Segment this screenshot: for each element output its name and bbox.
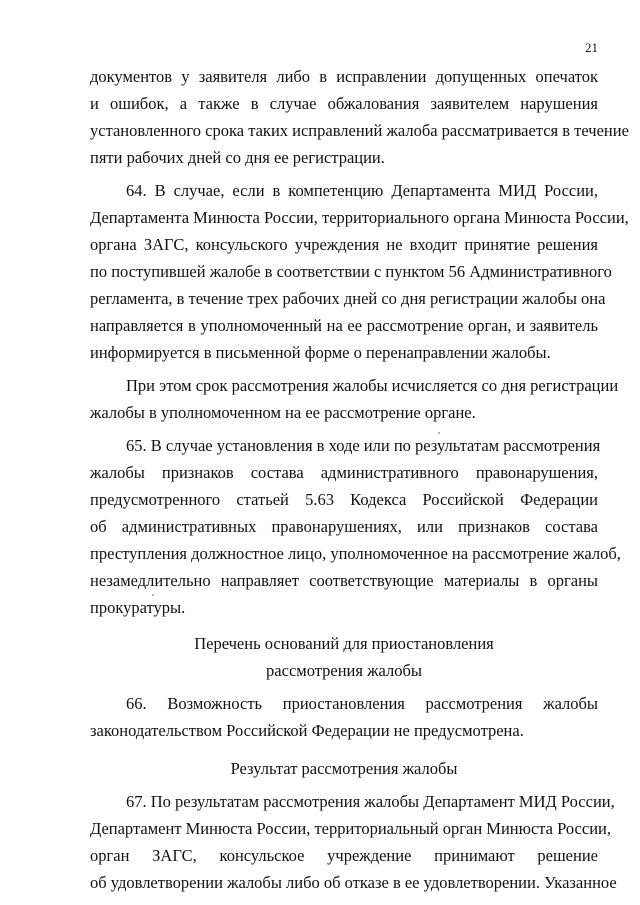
text-line: орган ЗАГС, консульское учреждение принимают решение <box>90 846 598 865</box>
text-line: 67. По результатам рассмотрения жалобы Департамент МИД России, <box>126 792 615 811</box>
section-heading-line: рассмотрения жалобы <box>266 661 422 680</box>
scan-speck <box>438 432 440 434</box>
text-line: по поступившей жалобе в соответствии с пунктом 56 Административного <box>90 262 612 281</box>
text-line: органа ЗАГС, консульского учреждения не входит принятие решения <box>90 235 598 254</box>
text-line: жалобы признаков состава административного правонарушения, <box>90 463 598 482</box>
paragraph-64 <box>90 177 629 366</box>
paragraph-64-note <box>90 372 619 426</box>
text-line: об административных правонарушениях, или признаков состава <box>90 517 598 536</box>
text-line: 66. Возможность приостановления рассмотрения жалобы <box>126 694 598 713</box>
text-line: Департамента Минюста России, территориального органа Минюста России, <box>90 208 629 227</box>
heading-result <box>90 755 598 782</box>
text-line: и ошибок, а также в случае обжалования заявителем нарушения <box>90 94 598 113</box>
heading-suspension-grounds <box>90 630 598 684</box>
text-line: жалобы в уполномоченном на ее рассмотрение органе. <box>90 403 476 422</box>
document-body <box>90 63 629 896</box>
section-heading: Результат рассмотрения жалобы <box>230 759 458 778</box>
paragraph-65 <box>90 432 621 621</box>
text-line: пяти рабочих дней со дня ее регистрации. <box>90 148 385 167</box>
text-line: предусмотренного статьей 5.63 Кодекса Российской Федерации <box>90 490 598 509</box>
text-line: направляется в уполномоченный на ее рассмотрение орган, и заявитель <box>90 316 598 335</box>
text-line: Департамент Минюста России, территориальный орган Минюста России, <box>90 819 611 838</box>
page-number: 21 <box>585 40 598 55</box>
text-line: установленного срока таких исправлений жалоба рассматривается в течение <box>90 121 629 140</box>
paragraph-67 <box>90 788 617 896</box>
text-line: прокуратуры. <box>90 598 186 617</box>
section-heading-line: Перечень оснований для приостановления <box>194 634 494 653</box>
scan-speck <box>152 594 154 596</box>
text-line: преступления должностное лицо, уполномоченное на рассмотрение жалоб, <box>90 544 621 563</box>
paragraph-intro <box>90 63 629 171</box>
text-line: законодательством Российской Федерации не предусмотрена. <box>90 721 524 740</box>
text-line: 65. В случае установления в ходе или по результатам рассмотрения <box>126 436 601 455</box>
text-line: 64. В случае, если в компетенцию Департамента МИД России, <box>126 181 598 200</box>
text-line: регламента, в течение трех рабочих дней со дня регистрации жалобы она <box>90 289 606 308</box>
paragraph-66 <box>90 690 598 744</box>
text-line: документов у заявителя либо в исправлении допущенных опечаток <box>90 67 598 86</box>
text-line: При этом срок рассмотрения жалобы исчисляется со дня регистрации <box>126 376 619 395</box>
text-line: информируется в письменной форме о перенаправлении жалобы. <box>90 343 551 362</box>
text-line: незамедлительно направляет соответствующие материалы в органы <box>90 571 598 590</box>
text-line: об удовлетворении жалобы либо об отказе в ее удовлетворении. Указанное <box>90 873 617 892</box>
